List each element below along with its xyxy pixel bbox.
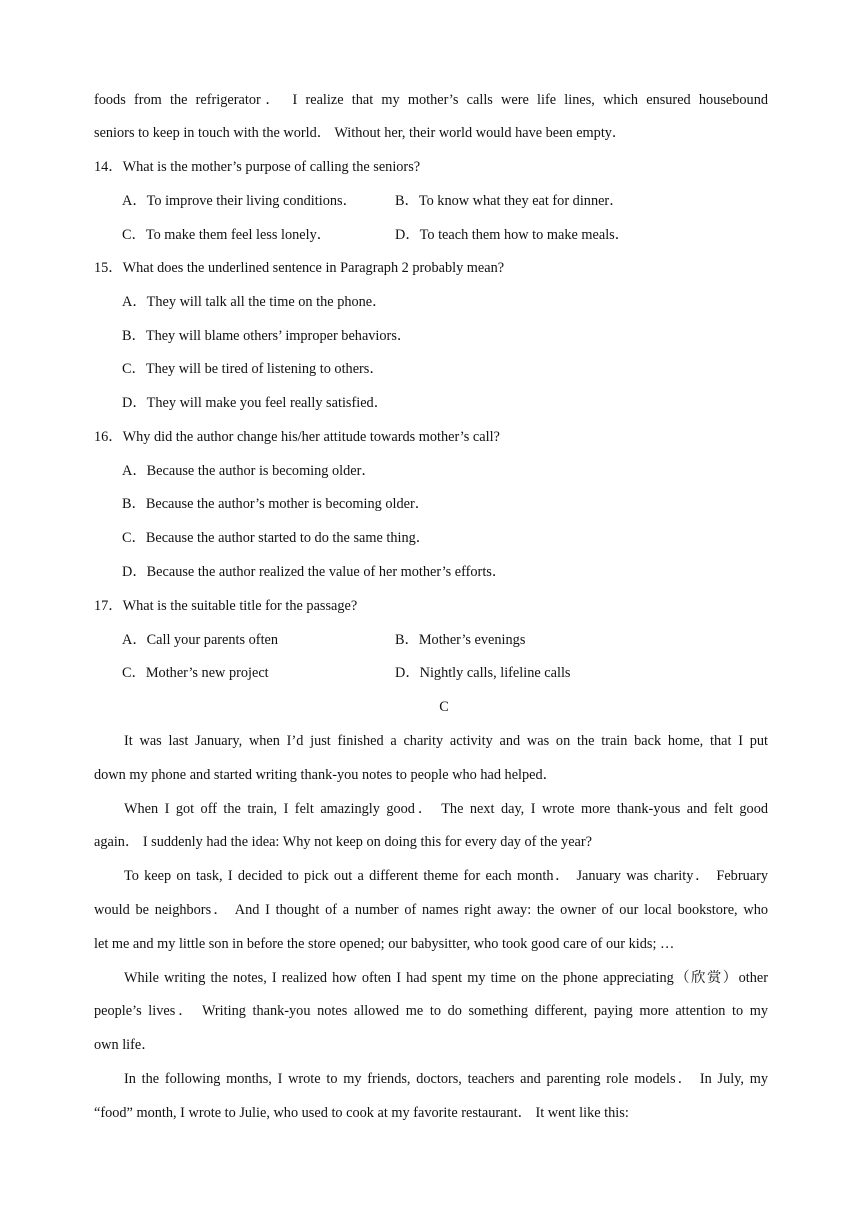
question-14-option-d: D．To teach them how to make meals．	[395, 227, 630, 243]
question-16-option-c: C．Because the author started to do the same thing．	[122, 530, 431, 546]
section-c-line: again． I suddenly had the idea: Why not keep on doing this for every day of the year?	[94, 834, 592, 850]
section-c-line: It was last January, when I’d just finished a charity activity and was on the train back home, that I put	[124, 733, 768, 749]
question-17-stem: 17．What is the suitable title for the passage?	[94, 598, 358, 614]
question-17-option-b: B．Mother’s evenings	[395, 632, 526, 648]
question-15-option-c: C．They will be tired of listening to others．	[122, 361, 384, 377]
section-c-line: In the following months, I wrote to my friends, doctors, teachers and parenting role models． In July, my	[124, 1071, 768, 1087]
question-15-option-a: A．They will talk all the time on the phone．	[122, 294, 387, 310]
section-c-line: down my phone and started writing thank-you notes to people who had helped．	[94, 767, 557, 783]
question-15-stem: 15．What does the underlined sentence in Paragraph 2 probably mean?	[94, 260, 505, 276]
section-c-line: let me and my little son in before the store opened; our babysitter, who took good care of our kids; …	[94, 936, 675, 952]
section-c-line: While writing the notes, I realized how often I had spent my time on the phone appreciating（欣赏）other	[124, 970, 768, 986]
question-14-option-a: A．To improve their living conditions．	[122, 193, 357, 209]
section-c-line: own life．	[94, 1037, 156, 1053]
question-16-option-d: D．Because the author realized the value of her mother’s efforts．	[122, 564, 507, 580]
question-15-option-d: D．They will make you feel really satisfied．	[122, 395, 389, 411]
question-16-option-b: B．Because the author’s mother is becoming older．	[122, 496, 430, 512]
section-c-line: would be neighbors． And I thought of a number of names right away: the owner of our local bookstore, who	[94, 902, 768, 918]
question-16-stem: 16．Why did the author change his/her attitude towards mother’s call?	[94, 429, 500, 445]
section-c-line: When I got off the train, I felt amazingly good． The next day, I wrote more thank-yous and felt good	[124, 801, 768, 817]
question-17-option-c: C．Mother’s new project	[122, 665, 269, 681]
question-17-option-d: D．Nightly calls, lifeline calls	[395, 665, 571, 681]
section-c-heading: C	[439, 699, 449, 715]
passage-b-line: seniors to keep in touch with the world． Without her, their world would have been empty．	[94, 125, 627, 141]
section-c-line: To keep on task, I decided to pick out a different theme for each month． January was charity． February	[124, 868, 768, 884]
question-14-stem: 14．What is the mother’s purpose of calling the seniors?	[94, 159, 421, 175]
question-14-option-c: C．To make them feel less lonely．	[122, 227, 332, 243]
question-17-option-a: A．Call your parents often	[122, 632, 279, 648]
question-16-option-a: A．Because the author is becoming older．	[122, 463, 376, 479]
passage-b-line: foods from the refrigerator． I realize that my mother’s calls were life lines, which ensured housebound	[94, 92, 768, 108]
question-15-option-b: B．They will blame others’ improper behaviors．	[122, 328, 412, 344]
section-c-line: people’s lives． Writing thank-you notes allowed me to do something different, paying more attention to my	[94, 1003, 768, 1019]
question-14-option-b: B．To know what they eat for dinner．	[395, 193, 624, 209]
section-c-line: “food” month, I wrote to Julie, who used to cook at my favorite restaurant． It went like this:	[94, 1105, 629, 1121]
